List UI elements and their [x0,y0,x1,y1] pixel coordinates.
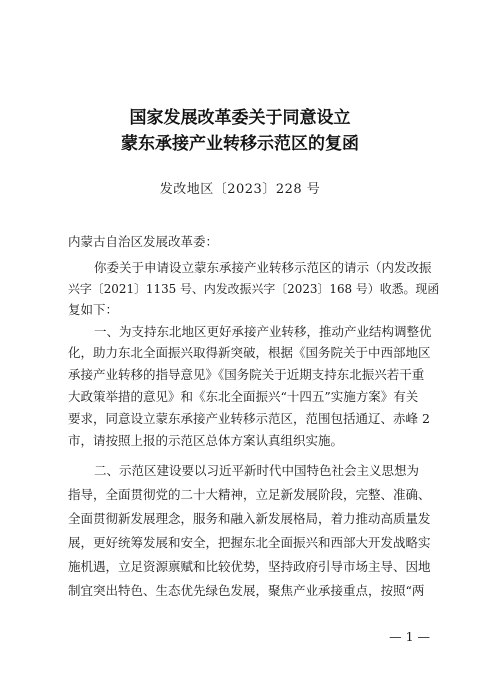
body-line-7: 大政策举措的意见》和《东北全面振兴“十四五”实施方案》有关 [68,389,419,404]
body-line-11: 指导，全面贯彻党的二十大精神，立足新发展阶段，完整、准确、 [68,487,431,502]
body-line-10: 二、示范区建设要以习近平新时代中国特色社会主义思想为 [94,463,420,478]
body-line-1: 你委关于申请设立蒙东承接产业转移示范区的请示（内发改振 [94,260,432,275]
page-number: — 1 — [389,629,430,644]
body-line-3: 复如下： [68,302,119,317]
recipient-salutation: 内蒙古自治区发展改革委： [68,234,219,249]
body-line-6: 承接产业转移的指导意见》《国务院关于近期支持东北振兴若干重 [68,367,425,382]
body-line-4: 一、为支持东北地区更好承接产业转移，推动产业结构调整优 [94,324,432,339]
document-number: 发改地区〔2023〕228 号 [159,182,321,197]
body-line-15: 制宜突出特色、生态优先绿色发展，聚焦产业承接重点，按照“两 [68,583,425,598]
document-title-line-1: 国家发展改革委关于同意设立 [129,108,351,128]
body-line-14: 施机遇，立足资源禀赋和比较优势，坚持政府引导市场主导、因地 [68,559,431,574]
body-line-8: 要求，同意设立蒙东承接产业转移示范区，范围包括通辽、赤峰 2 [68,411,430,426]
body-line-13: 展，更好统筹发展和安全，把握东北全面振兴和西部大开发战略实 [68,535,431,550]
body-line-5: 化，助力东北全面振兴取得新突破，根据《国务院关于中西部地区 [68,345,431,360]
body-line-12: 全面贯彻新发展理念，服务和融入新发展格局，着力推动高质量发 [68,511,431,526]
body-line-9: 市，请按照上报的示范区总体方案认真组织实施。 [68,433,344,448]
document-title-line-2: 蒙东承接产业转移示范区的复函 [121,134,359,154]
body-line-2: 兴字〔2021〕1135 号、内发改振兴字〔2023〕168 号）收悉。现函 [68,282,440,296]
